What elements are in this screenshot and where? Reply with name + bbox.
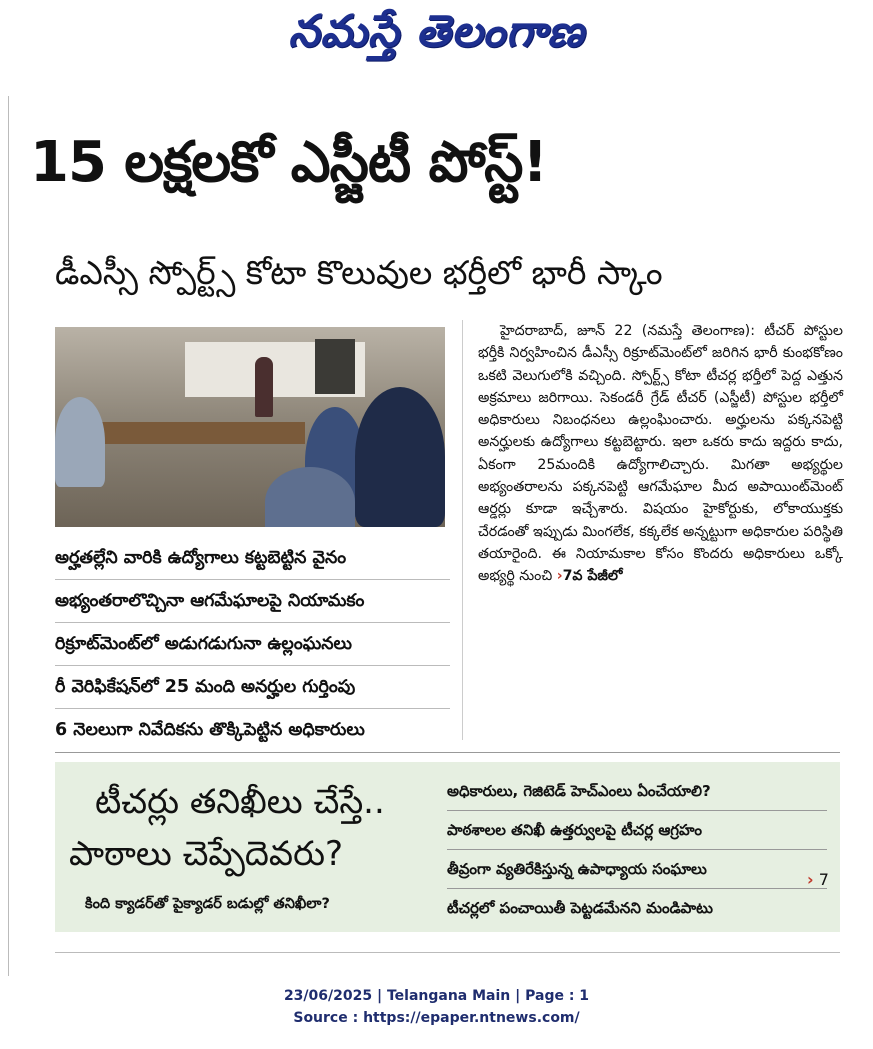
chevron-right-icon: › bbox=[807, 870, 814, 889]
article-subheadline: డీఎస్సీ స్పోర్ట్స్ కోటా కొలువుల భర్తీలో భారీ స్కాం bbox=[55, 253, 663, 292]
footer-source-link[interactable]: Source : https://epaper.ntnews.com/ bbox=[293, 1010, 580, 1026]
article-body-text: హైదరాబాద్, జూన్ 22 (నమస్తే తెలంగాణ): టీచర్ పోస్టుల భర్తీకి నిర్వహించిన డీఎస్సీ రిక్రూట్‌మెంట్‌లో జరిగిన భారీ కుంభకోణం ఒకటి వెలుగులోకి వచ్చింది. స్పోర్ట్స్ కోటా టీచర్ల భర్తీలో పెద్ద ఎత్తున అక్రమాలు జరిగాయి. సెకండరీ గ్రేడ్ టీచర్ (ఎస్జీటీ) పోస్టుల భర్తీలో అధికారులు నిబంధనలు ఉల్లంఘించారు. అర్హులను పక్కనపెట్టి అనర్హులకు ఉద్యోగాలు కట్టబెట్టారు. ఇలా ఒకరు కాదు ఇద్దరు కాదు, ఏకంగా 25మందికి ఉద్యోగాలిచ్చారు. మిగతా అభ్యర్థుల అభ్యంతరాలను పక్కనపెట్టి ఆగమేఘాల మీద అపాయింట్‌మెంట్ ఆర్డర్లు కూడా ఇచ్చేశారు. విషయం హైకోర్టుకు, లోకాయుక్తకు చేరడంతో ఇప్పుడు మింగలేక, కక్కలేక అన్నట్టుగా అధికారుల పరిస్థితి తయారైంది. ఈ నియామకాల కోసం కొందరు అధికారులు ఒక్కో అభ్యర్థి నుంచి bbox=[478, 323, 843, 585]
column-rule bbox=[462, 320, 463, 740]
highlight-item: రీ వెరిఫికేషన్‌లో 25 మంది అనర్హుల గుర్తింపు bbox=[55, 666, 450, 709]
section-divider bbox=[55, 752, 840, 753]
box-point: పాఠశాలల తనిఖీ ఉత్తర్వులపై టీచర్ల ఆగ్రహం bbox=[447, 811, 827, 850]
footer-edition-line: 23/06/2025 | Telangana Main | Page : 1 bbox=[283, 988, 590, 1004]
highlight-item: అర్హతల్లేని వారికి ఉద్యోగాలు కట్టబెట్టిన వైనం bbox=[55, 537, 450, 580]
page-edge-rule bbox=[8, 96, 9, 976]
highlight-item: అభ్యంతరాలొచ్చినా ఆగమేఘాలపై నియామకం bbox=[55, 580, 450, 623]
highlight-item: రిక్రూట్‌మెంట్‌లో అడుగడుగునా ఉల్లంఘనలు bbox=[55, 623, 450, 666]
student-figure bbox=[355, 387, 445, 527]
article-body bbox=[478, 320, 843, 588]
classroom-window bbox=[315, 339, 355, 394]
article-headline: 15 లక్షలకో ఎస్జీటీ పోస్ట్! bbox=[30, 130, 547, 195]
box-point: తీవ్రంగా వ్యతిరేకిస్తున్న ఉపాధ్యాయ సంఘాలు bbox=[447, 850, 827, 889]
box-headline-line2: పాఠాలు చెప్పేదెవరు? bbox=[69, 834, 344, 874]
box-subheadline: కింది క్యాడర్‌తో పైక్యాడర్ బడుల్లో తనిఖీలా? bbox=[85, 896, 330, 912]
teacher-figure bbox=[255, 357, 273, 417]
highlight-item: 6 నెలలుగా నివేదికను తొక్కిపెట్టిన అధికారులు bbox=[55, 720, 365, 740]
box-page-number: 7 bbox=[818, 870, 829, 889]
student-figure bbox=[55, 397, 105, 487]
box-headline-line1: టీచర్లు తనిఖీలు చేస్తే.. bbox=[95, 782, 385, 822]
box-point: టీచర్లలో పంచాయితీ పెట్టడమేనని మండిపాటు bbox=[447, 899, 713, 917]
box-page-ref[interactable] bbox=[807, 870, 829, 889]
newspaper-logo: నమస్తే తెలంగాణ bbox=[288, 6, 585, 57]
page-footer bbox=[0, 985, 873, 1029]
continued-page-link[interactable]: 7వ పేజీలో bbox=[562, 568, 623, 585]
classroom-photo bbox=[55, 327, 445, 527]
teacher-inspection-box bbox=[55, 762, 840, 932]
bottom-divider bbox=[55, 952, 840, 953]
highlights-list bbox=[55, 537, 450, 751]
masthead bbox=[0, 0, 873, 80]
desk bbox=[75, 422, 305, 444]
continued-arrow-icon: › bbox=[556, 568, 563, 585]
box-points-list bbox=[447, 772, 827, 927]
box-point: అధికారులు, గెజిటెడ్ హెచ్‌ఎంలు ఏంచేయాలి? bbox=[447, 772, 827, 811]
